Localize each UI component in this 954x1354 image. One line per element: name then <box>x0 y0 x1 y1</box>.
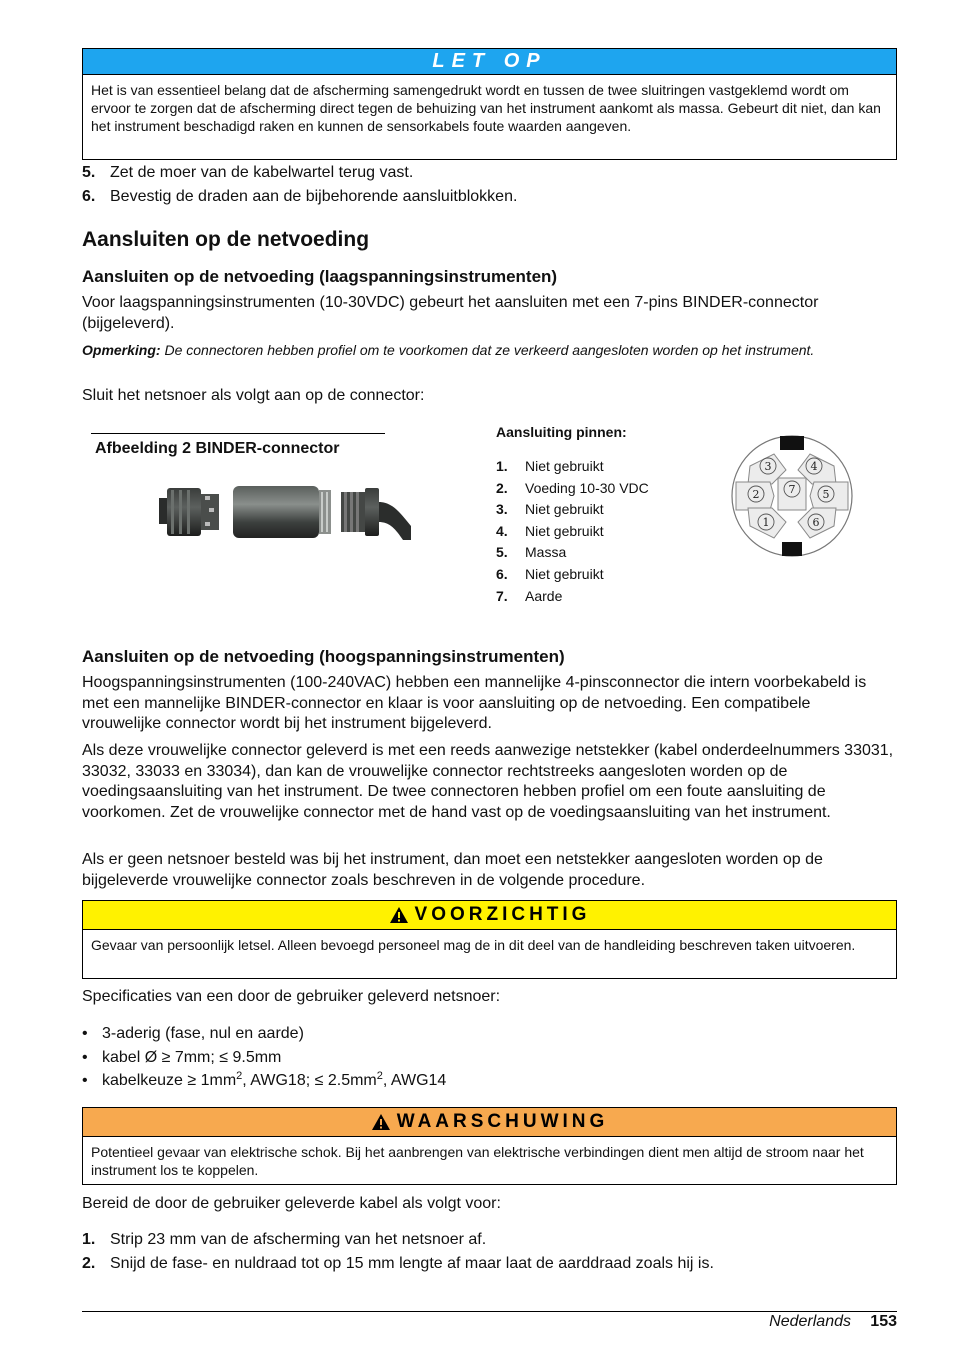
notice-box <box>82 48 897 160</box>
low-voltage-intro: Voor laagspanningsinstrumenten (10-30VDC) gebeurt het aansluiten met een 7-pins BINDER-connector (bijgeleverd). <box>82 294 819 332</box>
pin-text: Massa <box>525 544 567 560</box>
high-voltage-para-1: Hoogspanningsinstrumenten (100-240VAC) hebben een mannelijke 4-pinsconnector die intern voorbekabeld is met een mannelijke BINDER-connector en klaar is voor aansluiting op de netvoeding. Een compatibele vrouwelijke connector wordt bij het instrument bijgeleverd. <box>82 674 867 732</box>
list-item <box>82 1048 281 1068</box>
subsection-title-high-voltage: Aansluiten op de netvoeding (hoogspanningsinstrumenten) <box>82 647 565 666</box>
note-text <box>82 341 897 359</box>
pin-text: Niet gebruikt <box>525 501 604 517</box>
pin-label: 5 <box>822 488 830 501</box>
figure-caption: Afbeelding 2 BINDER-connector <box>91 433 385 459</box>
high-voltage-para-3: Als er geen netsnoer besteld was bij het instrument, dan moet een netstekker aangesloten worden op de bijgeleverde vrouwelijke connector zoals beschreven in de volgende procedure. <box>82 851 823 889</box>
pin-label: 4 <box>810 460 818 473</box>
pin-label: 1 <box>762 516 770 529</box>
list-item <box>82 1230 486 1250</box>
step-number: 2. <box>82 1255 96 1272</box>
warning-heading: WAARSCHUWING <box>396 1111 609 1133</box>
pin-label: 2 <box>752 488 760 501</box>
step-text: Strip 23 mm van de afscherming van het netsnoer af. <box>110 1231 487 1248</box>
bullet-text: kabel Ø ≥ 7mm; ≤ 9.5mm <box>102 1049 282 1066</box>
bullet-dot: • <box>82 1025 88 1042</box>
list-item <box>496 458 604 476</box>
warning-header <box>83 1108 896 1137</box>
note-label: Opmerking: <box>82 342 161 358</box>
list-item <box>82 187 517 207</box>
pin-number: 7. <box>496 588 508 604</box>
list-item <box>496 588 562 606</box>
superscript: 2 <box>376 1070 383 1082</box>
high-voltage-para-2: Als deze vrouwelijke connector geleverd is met een reeds aanwezige netstekker (kabel onderdeelnummers 33031, 33032, 33033 en 33034), dan kan de vrouwelijke connector rechtstreeks aangesloten worden op de voedingsaansluiting van het instrument. De twee connectoren hebben profiel om een foute aansluiting de voorkomen. Zet de vrouwelijke connector met de hand vast op de voedingsaansluiting van het instrument. <box>82 742 894 821</box>
pin-text: Niet gebruikt <box>525 523 604 539</box>
prep-intro: Bereid de door de gebruiker geleverde kabel als volgt voor: <box>82 1195 501 1212</box>
warning-body: Potentieel gevaar van elektrische schok. Bij het aanbrengen van elektrische verbindingen dient men altijd de stroom naar het instrument los te koppelen. <box>91 1144 864 1178</box>
superscript: 2 <box>236 1070 243 1082</box>
bullet-text: , AWG14 <box>382 1072 447 1089</box>
note-body: De connectoren hebben profiel om te voorkomen dat ze verkeerd aangesloten worden op het instrument. <box>160 342 815 358</box>
caution-header <box>83 901 896 930</box>
step-number: 5. <box>82 164 96 181</box>
step-text: Snijd de fase- en nuldraad tot op 15 mm lengte af maar laat de aarddraad zoals hij is. <box>110 1255 714 1272</box>
footer-language: Nederlands <box>769 1313 851 1330</box>
pins-heading: Aansluiting pinnen: <box>496 424 627 440</box>
subsection-title-low-voltage: Aansluiten op de netvoeding (laagspanningsinstrumenten) <box>82 267 558 286</box>
step-number: 1. <box>82 1231 96 1248</box>
pin-text: Niet gebruikt <box>525 458 604 474</box>
spec-intro: Specificaties van een door de gebruiker geleverd netsnoer: <box>82 988 501 1005</box>
list-item <box>82 163 413 183</box>
notice-heading: LET OP <box>83 49 896 75</box>
pin-label: 7 <box>788 483 796 496</box>
step-number: 6. <box>82 188 96 205</box>
step-text: Zet de moer van de kabelwartel terug vast. <box>110 164 414 181</box>
list-item <box>82 1024 304 1044</box>
pin-text: Niet gebruikt <box>525 566 604 582</box>
caution-box <box>82 900 897 979</box>
notice-body: Het is van essentieel belang dat de afscherming samengedrukt wordt en tussen de twee sluitringen vastgeklemd wordt om ervoor te zorgen dat de afscherming direct tegen de behuizing van het instrument aankomt als massa. Gebeurt dit niet, dan kan het instrument beschadigd raken en kunnen de sensorkabels foute waarden aangeven. <box>91 82 881 134</box>
bullet-dot: • <box>82 1049 88 1066</box>
bullet-text: 3-aderig (fase, nul en aarde) <box>102 1025 304 1042</box>
list-item <box>496 544 566 562</box>
pin-number: 1. <box>496 458 508 474</box>
page-number: 153 <box>870 1313 897 1330</box>
pin-label: 3 <box>764 460 772 473</box>
bullet-text: kabelkeuze ≥ 1mm <box>102 1072 237 1089</box>
binder-connector-image <box>157 480 413 544</box>
caution-heading: VOORZICHTIG <box>414 904 591 926</box>
list-item <box>496 523 604 541</box>
section-title: Aansluiten op de netvoeding <box>82 228 370 251</box>
step-text: Bevestig de draden aan de bijbehorende aansluitblokken. <box>110 188 518 205</box>
warning-triangle-icon <box>371 1113 391 1131</box>
list-item <box>82 1071 446 1091</box>
pin-number: 3. <box>496 501 508 517</box>
warning-box <box>82 1107 897 1185</box>
pin-number: 5. <box>496 544 508 560</box>
bullet-text: , AWG18; ≤ 2.5mm <box>242 1072 377 1089</box>
pin-layout-diagram <box>730 432 854 560</box>
caution-body: Gevaar van persoonlijk letsel. Alleen bevoegd personeel mag de in dit deel van de handleiding beschreven taken uitvoeren. <box>91 937 856 953</box>
list-item <box>496 566 604 584</box>
pin-number: 6. <box>496 566 508 582</box>
pin-label: 6 <box>812 516 820 529</box>
pin-number: 2. <box>496 480 508 496</box>
bullet-dot: • <box>82 1072 88 1089</box>
list-item <box>496 501 604 519</box>
list-item <box>496 480 649 498</box>
pin-text: Aarde <box>525 588 563 604</box>
pin-number: 4. <box>496 523 508 539</box>
list-item <box>82 1254 714 1274</box>
pin-text: Voeding 10-30 VDC <box>525 480 649 496</box>
connect-instructions: Sluit het netsnoer als volgt aan op de connector: <box>82 387 425 404</box>
warning-triangle-icon <box>389 906 409 924</box>
